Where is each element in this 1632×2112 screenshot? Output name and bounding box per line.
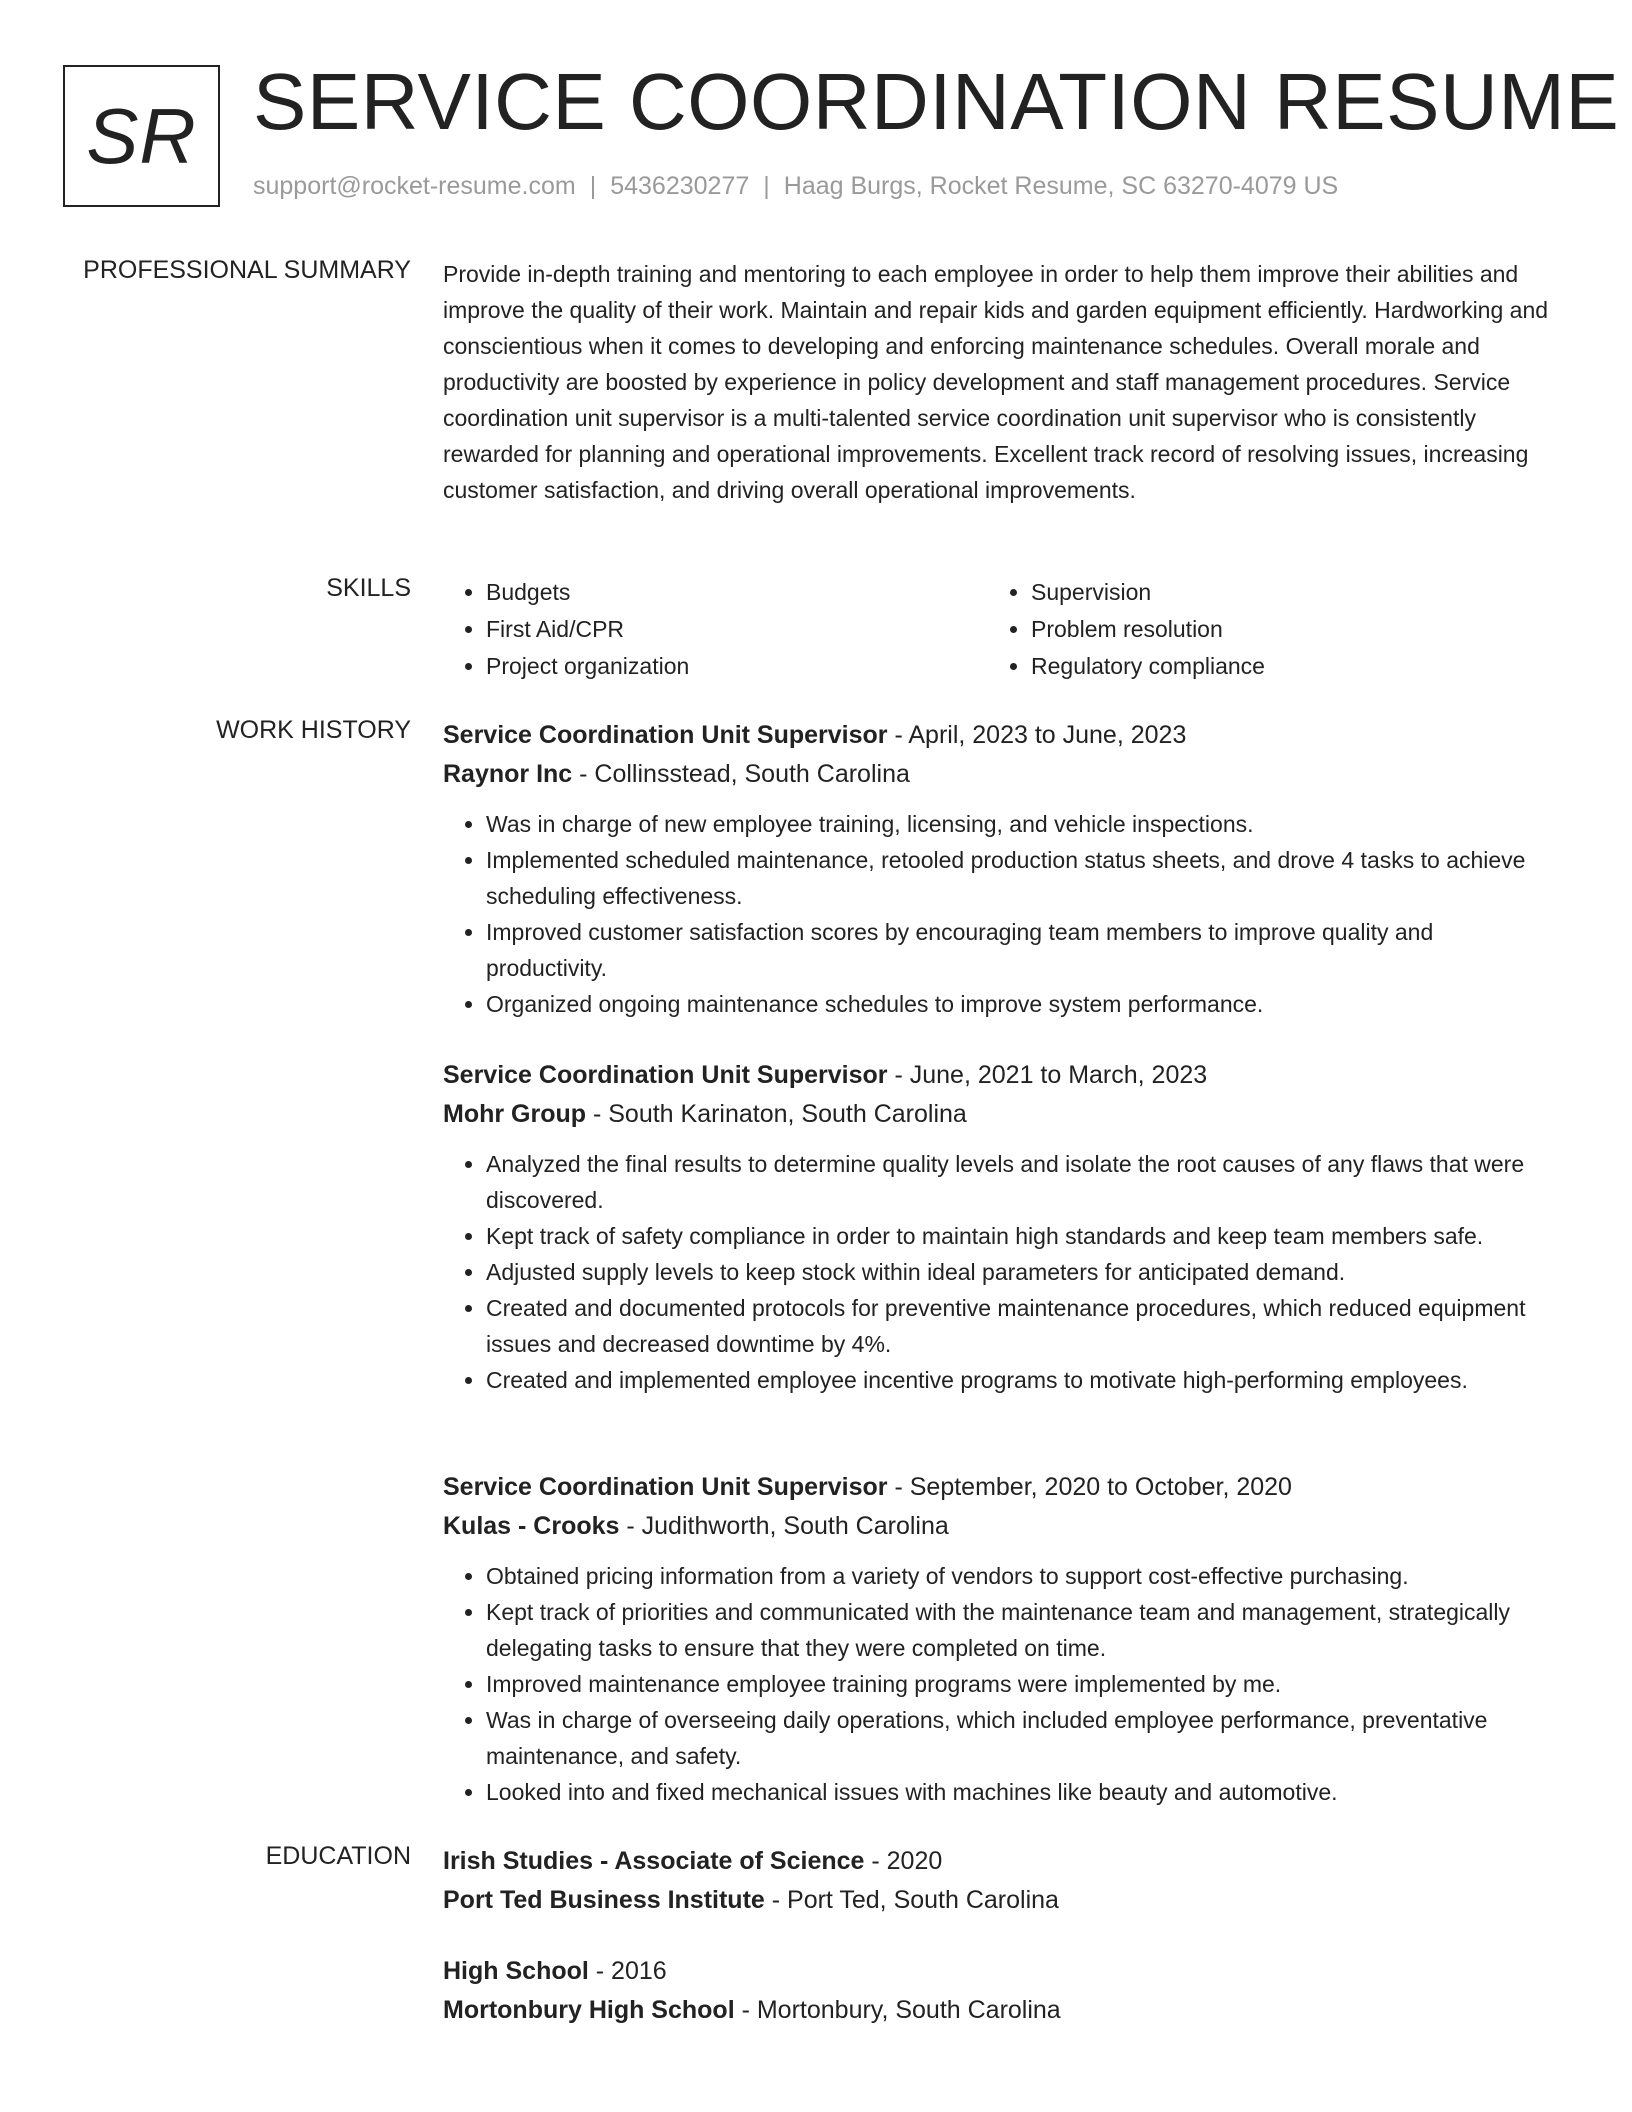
job-company-line xyxy=(443,1507,1553,1546)
skill-item: • Problem resolution xyxy=(1031,611,1528,648)
job-bullet: • Adjusted supply levels to keep stock within ideal parameters for anticipated demand. xyxy=(486,1254,1553,1290)
summary-text: Provide in-depth training and mentoring to each employee in order to help them improve their abilities and improve the quality of their work. Maintain and repair kids and garden equipment efficiently. Hardworking and conscientious when it comes to developing and enforcing maintenance schedules. Overall morale and productivity are boosted by experience in policy development and staff management procedures. Service coordination unit supervisor is a multi-talented service coordination unit supervisor who is consistently rewarded for planning and operational improvements. Excellent track record of resolving issues, increasing customer satisfaction, and driving overall operational improvements. xyxy=(443,261,1549,503)
job-location: - Judithworth, South Carolina xyxy=(619,1512,949,1540)
page-title: SERVICE COORDINATION RESUME xyxy=(253,57,1620,146)
job-company-line xyxy=(443,1095,1553,1134)
job-bullet: • Kept track of safety compliance in order to maintain high standards and keep team members safe. xyxy=(486,1218,1553,1254)
job-dates: - April, 2023 to June, 2023 xyxy=(887,721,1187,749)
skill-item: • First Aid/CPR xyxy=(486,611,983,648)
education-year: - 2016 xyxy=(588,1957,667,1985)
skill-item: • Budgets xyxy=(486,574,983,611)
work-history-heading: WORK HISTORY xyxy=(216,716,411,744)
job-bullets xyxy=(443,1558,1553,1810)
education-degree-line xyxy=(443,1952,1553,1991)
education-location: - Mortonbury, South Carolina xyxy=(734,1996,1061,2024)
job-company: Raynor Inc xyxy=(443,760,573,788)
education-location: - Port Ted, South Carolina xyxy=(764,1886,1059,1914)
contact-email[interactable]: support@rocket-resume.com xyxy=(253,172,576,200)
contact-phone[interactable]: 5436230277 xyxy=(610,172,750,200)
job-role: Service Coordination Unit Supervisor xyxy=(443,721,888,749)
job-bullet: • Obtained pricing information from a variety of vendors to support cost-effective purchasing. xyxy=(486,1558,1553,1594)
job-location: - South Karinaton, South Carolina xyxy=(586,1100,967,1128)
education-heading: EDUCATION xyxy=(265,1842,411,1870)
education-degree: Irish Studies - Associate of Science xyxy=(443,1847,865,1875)
job-bullet: • Organized ongoing maintenance schedules to improve system performance. xyxy=(486,986,1553,1022)
job-role: Service Coordination Unit Supervisor xyxy=(443,1473,888,1501)
job-bullet: • Looked into and fixed mechanical issues with machines like beauty and automotive. xyxy=(486,1774,1553,1810)
education-degree: High School xyxy=(443,1957,589,1985)
education-year: - 2020 xyxy=(864,1847,943,1875)
skills-column-1 xyxy=(443,574,983,685)
summary-heading: PROFESSIONAL SUMMARY xyxy=(83,256,411,284)
contact-separator: | xyxy=(763,172,770,200)
job-entry xyxy=(443,1056,1553,1398)
skill-item: • Project organization xyxy=(486,648,983,685)
skills-column-2 xyxy=(988,574,1528,685)
job-dates: - June, 2021 to March, 2023 xyxy=(887,1061,1208,1089)
job-bullets xyxy=(443,1146,1553,1398)
skills-heading: SKILLS xyxy=(326,574,411,602)
job-title-line xyxy=(443,1468,1553,1507)
skills-list xyxy=(443,574,1553,694)
contact-address: Haag Burgs, Rocket Resume, SC 63270-4079 US xyxy=(783,172,1339,200)
job-dates: - September, 2020 to October, 2020 xyxy=(887,1473,1292,1501)
education-entry xyxy=(443,1952,1553,2030)
education-school: Port Ted Business Institute xyxy=(443,1886,765,1914)
job-title-line xyxy=(443,716,1553,755)
job-bullet: • Created and implemented employee incentive programs to motivate high-performing employees. xyxy=(486,1362,1553,1398)
education-degree-line xyxy=(443,1842,1553,1881)
job-location: - Collinsstead, South Carolina xyxy=(572,760,910,788)
job-entry xyxy=(443,1468,1553,1810)
skill-item: • Regulatory compliance xyxy=(1031,648,1528,685)
monogram-logo: SR xyxy=(63,65,220,207)
job-entry xyxy=(443,716,1553,1022)
job-bullet: • Implemented scheduled maintenance, retooled production status sheets, and drove 4 tasks to achieve scheduling effectiveness. xyxy=(486,842,1553,914)
contact-separator: | xyxy=(589,172,597,200)
education-school: Mortonbury High School xyxy=(443,1996,735,2024)
job-company-line xyxy=(443,755,1553,794)
job-company: Mohr Group xyxy=(443,1100,587,1128)
education-school-line xyxy=(443,1991,1553,2030)
job-bullet: • Created and documented protocols for preventive maintenance procedures, which reduced equipment issues and decreased downtime by 4%. xyxy=(486,1290,1553,1362)
job-bullet: • Improved customer satisfaction scores by encouraging team members to improve quality and productivity. xyxy=(486,914,1553,986)
job-company: Kulas - Crooks xyxy=(443,1512,620,1540)
job-bullet: • Was in charge of overseeing daily operations, which included employee performance, preventative maintenance, and safety. xyxy=(486,1702,1553,1774)
skill-item: • Supervision xyxy=(1031,574,1528,611)
education-school-line xyxy=(443,1881,1553,1920)
job-role: Service Coordination Unit Supervisor xyxy=(443,1061,888,1089)
contact-line xyxy=(253,172,1338,201)
job-bullet: • Was in charge of new employee training, licensing, and vehicle inspections. xyxy=(486,806,1553,842)
job-title-line xyxy=(443,1056,1553,1095)
job-bullet: • Improved maintenance employee training programs were implemented by me. xyxy=(486,1666,1553,1702)
education-entry xyxy=(443,1842,1553,1920)
job-bullet: • Analyzed the final results to determine quality levels and isolate the root causes of any flaws that were discovered. xyxy=(486,1146,1553,1218)
job-bullets xyxy=(443,806,1553,1022)
job-bullet: • Kept track of priorities and communicated with the maintenance team and management, strategically delegating tasks to ensure that they were completed on time. xyxy=(486,1594,1553,1666)
